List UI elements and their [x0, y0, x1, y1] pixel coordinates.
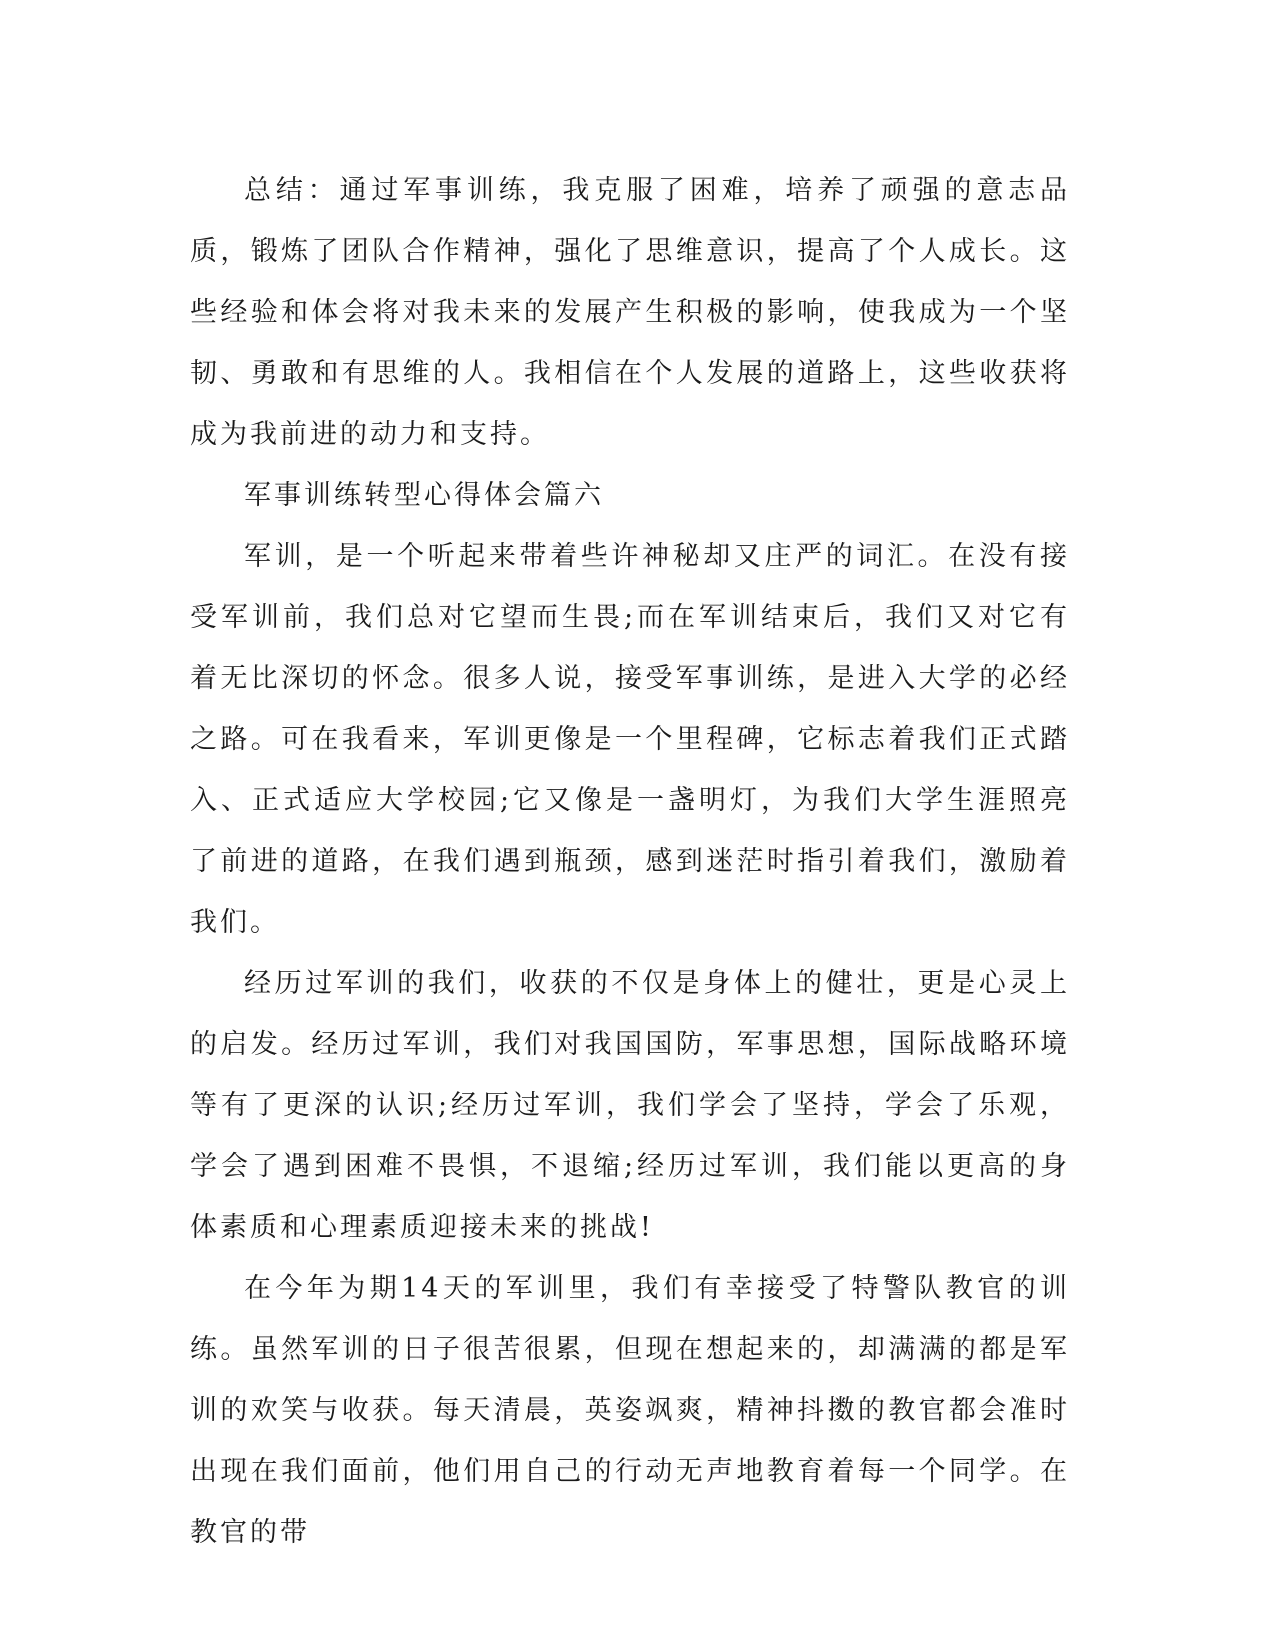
gains-paragraph: 经历过军训的我们，收获的不仅是身体上的健壮，更是心灵上的启发。经历过军训，我们对我国国防，军事思想，国际战略环境等有了更深的认识;经历过军训，我们学会了坚持，学会了乐观，学会了遇到困难不畏惧，不退缩;经历过军训，我们能以更高的身体素质和心理素质迎接未来的挑战!: [190, 968, 1070, 1243]
section-title: 军事训练转型心得体会篇六: [244, 480, 604, 511]
training-paragraph: 在今年为期14天的军训里，我们有幸接受了特警队教官的训练。虽然军训的日子很苦很累，但现在想起来的，却满满的都是军训的欢笑与收获。每天清晨，英姿飒爽，精神抖擞的教官都会准时出现在我们面前，他们用自己的行动无声地教育着每一个同学。在教官的带: [190, 1273, 1070, 1548]
document-body: [190, 160, 1070, 1563]
summary-paragraph: 总结：通过军事训练，我克服了困难，培养了顽强的意志品质，锻炼了团队合作精神，强化了思维意识，提高了个人成长。这些经验和体会将对我未来的发展产生积极的影响，使我成为一个坚韧、勇敢和有思维的人。我相信在个人发展的道路上，这些收获将成为我前进的动力和支持。: [190, 175, 1070, 450]
intro-paragraph: 军训，是一个听起来带着些许神秘却又庄严的词汇。在没有接受军训前，我们总对它望而生畏;而在军训结束后，我们又对它有着无比深切的怀念。很多人说，接受军事训练，是进入大学的必经之路。可在我看来，军训更像是一个里程碑，它标志着我们正式踏入、正式适应大学校园;它又像是一盏明灯，为我们大学生涯照亮了前进的道路，在我们遇到瓶颈，感到迷茫时指引着我们，激励着我们。: [190, 541, 1070, 938]
